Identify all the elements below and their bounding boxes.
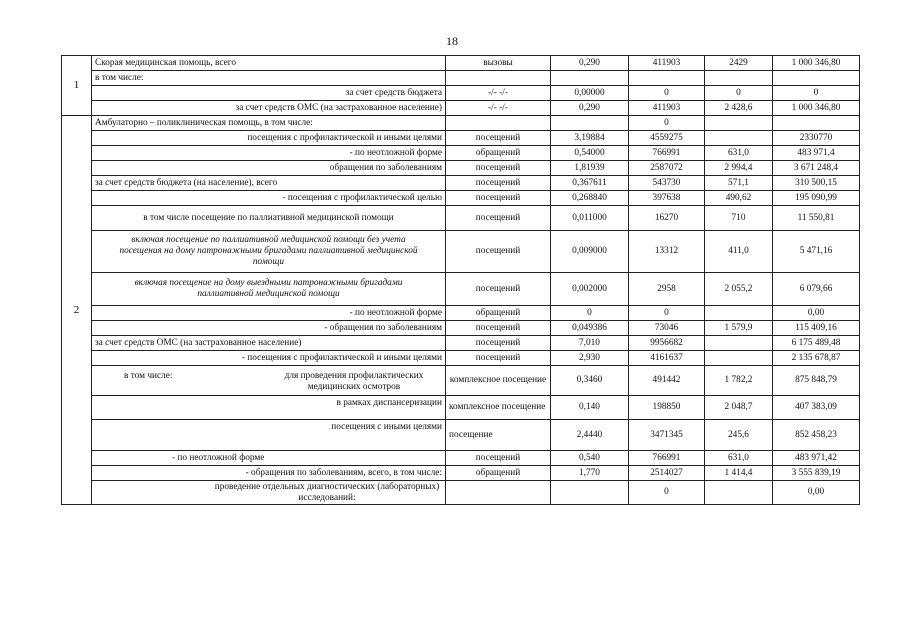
row-volume: 0 — [629, 306, 705, 321]
row-name: за счет средств ОМС (на застрахованное население) — [92, 101, 446, 116]
table-row — [62, 116, 860, 131]
row-volume: 73046 — [629, 321, 705, 336]
row-norm: 0,00000 — [551, 86, 629, 101]
row-name: за счет средств бюджета — [92, 86, 446, 101]
row-norm: 0,011000 — [551, 206, 629, 231]
row-cost: 411,0 — [705, 231, 773, 273]
row-cost: 2 048,7 — [705, 396, 773, 420]
section-number: 1 — [62, 56, 92, 116]
row-volume: 411903 — [629, 101, 705, 116]
table-row — [62, 273, 860, 306]
table-row — [62, 351, 860, 366]
row-volume: 0 — [629, 481, 705, 505]
row-volume: 543730 — [629, 176, 705, 191]
row-norm: 0,540 — [551, 451, 629, 466]
row-unit: -/- -/- — [446, 86, 551, 101]
row-unit: посещений — [446, 176, 551, 191]
row-volume: 2587072 — [629, 161, 705, 176]
table-row — [62, 306, 860, 321]
row-volume: 397638 — [629, 191, 705, 206]
row-norm — [551, 71, 629, 86]
row-cost: 1 414,4 — [705, 466, 773, 481]
row-unit: посещений — [446, 131, 551, 146]
row-total: 1 000 346,80 — [773, 101, 860, 116]
row-name: за счет средств ОМС (на застрахованное население) — [92, 336, 446, 351]
row-name: в том числе: — [92, 71, 446, 86]
row-total: 3 555 839,19 — [773, 466, 860, 481]
row-name: - по неотложной форме — [92, 306, 446, 321]
row-norm: 0,049386 — [551, 321, 629, 336]
row-volume: 4559275 — [629, 131, 705, 146]
table-row — [62, 206, 860, 231]
row-norm: 2,930 — [551, 351, 629, 366]
row-name: - по неотложной форме — [92, 451, 446, 466]
table-row — [62, 146, 860, 161]
row-cost: 631,0 — [705, 451, 773, 466]
row-name: Скорая медицинская помощь, всего — [92, 56, 446, 71]
row-norm: 0,009000 — [551, 231, 629, 273]
row-unit: комплексное посещение — [446, 366, 551, 396]
table-row — [62, 131, 860, 146]
row-cost: 0 — [705, 86, 773, 101]
row-name: проведение отдельных диагностических (лабораторных) исследований: — [92, 481, 446, 505]
row-cost — [705, 336, 773, 351]
row-unit: обращений — [446, 466, 551, 481]
row-cost: 1 782,2 — [705, 366, 773, 396]
table-row — [62, 396, 860, 420]
row-norm: 0,3460 — [551, 366, 629, 396]
row-unit — [446, 71, 551, 86]
row-total: 1 000 346,80 — [773, 56, 860, 71]
row-total: 0 — [773, 86, 860, 101]
row-unit — [446, 481, 551, 505]
table-row — [62, 321, 860, 336]
row-total: 5 471,16 — [773, 231, 860, 273]
row-cost: 710 — [705, 206, 773, 231]
row-volume: 13312 — [629, 231, 705, 273]
row-unit: посещений — [446, 451, 551, 466]
row-cost: 2429 — [705, 56, 773, 71]
row-norm: 0,268840 — [551, 191, 629, 206]
row-name: - посещения с профилактической и иными целями — [92, 351, 446, 366]
row-name: - обращения по заболеваниям, всего, в том числе: — [92, 466, 446, 481]
row-name: посещения с иными целями — [92, 420, 446, 451]
row-total: 852 458,23 — [773, 420, 860, 451]
row-norm: 0,367611 — [551, 176, 629, 191]
row-cost: 490,62 — [705, 191, 773, 206]
row-norm: 0,290 — [551, 101, 629, 116]
row-volume: 491442 — [629, 366, 705, 396]
row-volume: 411903 — [629, 56, 705, 71]
table-row — [62, 336, 860, 351]
row-norm: 0,290 — [551, 56, 629, 71]
row-cost — [705, 351, 773, 366]
row-unit: посещений — [446, 321, 551, 336]
table-row — [62, 86, 860, 101]
row-unit: вызовы — [446, 56, 551, 71]
row-name: в рамках диспансеризации — [92, 396, 446, 420]
table-row — [62, 451, 860, 466]
row-total: 11 550,81 — [773, 206, 860, 231]
row-total — [773, 71, 860, 86]
row-cost — [705, 481, 773, 505]
row-norm: 0,140 — [551, 396, 629, 420]
row-norm: 1,81939 — [551, 161, 629, 176]
row-volume: 3471345 — [629, 420, 705, 451]
row-name: для проведения профилактических медицинских осмотров — [284, 370, 424, 392]
norms-table — [61, 55, 860, 505]
row-total: 195 090,99 — [773, 191, 860, 206]
row-norm: 3,19884 — [551, 131, 629, 146]
page-number: 18 — [446, 34, 458, 48]
table-row — [62, 466, 860, 481]
row-total: 115 409,16 — [773, 321, 860, 336]
row-cost — [705, 306, 773, 321]
row-cost: 571,1 — [705, 176, 773, 191]
row-volume: 2958 — [629, 273, 705, 306]
row-total: 483 971,4 — [773, 146, 860, 161]
row-unit — [446, 116, 551, 131]
row-total: 3 671 248,4 — [773, 161, 860, 176]
row-volume — [629, 71, 705, 86]
row-volume: 4161637 — [629, 351, 705, 366]
row-total: 2330770 — [773, 131, 860, 146]
row-unit: комплексное посещение — [446, 396, 551, 420]
row-name: в том числе посещение по паллиативной медицинской помощи — [92, 206, 446, 231]
table-row — [62, 176, 860, 191]
row-norm: 7,010 — [551, 336, 629, 351]
row-unit: посещений — [446, 351, 551, 366]
row-volume: 16270 — [629, 206, 705, 231]
row-name: за счет средств бюджета (на население), всего — [92, 176, 446, 191]
table-row — [62, 231, 860, 273]
row-norm: 0 — [551, 306, 629, 321]
row-cost — [705, 116, 773, 131]
row-unit: обращений — [446, 306, 551, 321]
row-unit: посещений — [446, 191, 551, 206]
row-volume: 2514027 — [629, 466, 705, 481]
row-unit: посещение — [446, 420, 551, 451]
table-row — [62, 366, 860, 396]
row-name: включая посещение на дому выездными патронажными бригадами паллиативной медицинской помощи — [92, 273, 446, 306]
table-row — [62, 56, 860, 71]
row-cost — [705, 71, 773, 86]
row-total: 0,00 — [773, 481, 860, 505]
row-total: 2 135 678,87 — [773, 351, 860, 366]
row-volume: 766991 — [629, 451, 705, 466]
row-name: включая посещение по паллиативной медицинской помощи без учета посещения на дому патронажными бригадами паллиативной медицинской помощи — [92, 231, 446, 273]
row-unit: посещений — [446, 273, 551, 306]
row-total: 0,00 — [773, 306, 860, 321]
row-total: 407 383,09 — [773, 396, 860, 420]
row-cost: 2 428,6 — [705, 101, 773, 116]
row-norm: 0,54000 — [551, 146, 629, 161]
row-total: 875 848,79 — [773, 366, 860, 396]
row-name: - посещения с профилактической целью — [92, 191, 446, 206]
section-number: 2 — [62, 116, 92, 505]
row-volume: 0 — [629, 116, 705, 131]
row-unit: посещений — [446, 206, 551, 231]
table-row — [62, 420, 860, 451]
row-volume: 0 — [629, 86, 705, 101]
row-norm — [551, 116, 629, 131]
row-total: 310 500,15 — [773, 176, 860, 191]
row-total — [773, 116, 860, 131]
row-cost: 2 055,2 — [705, 273, 773, 306]
row-volume: 9956682 — [629, 336, 705, 351]
row-volume: 766991 — [629, 146, 705, 161]
row-name: - по неотложной форме — [92, 146, 446, 161]
row-name: - обращения по заболеваниям — [92, 321, 446, 336]
row-unit: посещений — [446, 336, 551, 351]
row-unit: обращений — [446, 146, 551, 161]
row-cost: 631,0 — [705, 146, 773, 161]
table-row — [62, 191, 860, 206]
row-total: 483 971,42 — [773, 451, 860, 466]
row-name-split — [92, 366, 446, 396]
row-norm: 2,4440 — [551, 420, 629, 451]
row-norm — [551, 481, 629, 505]
table-row — [62, 71, 860, 86]
row-name-prefix: в том числе: — [124, 370, 173, 381]
row-name: Амбулаторно – поликлиническая помощь, в том числе: — [92, 116, 446, 131]
row-name: посещения с профилактической и иными целями — [92, 131, 446, 146]
row-cost: 245,6 — [705, 420, 773, 451]
row-unit: посещений — [446, 231, 551, 273]
table-row — [62, 101, 860, 116]
row-volume: 198850 — [629, 396, 705, 420]
row-unit: -/- -/- — [446, 101, 551, 116]
row-total: 6 079,66 — [773, 273, 860, 306]
table-row — [62, 161, 860, 176]
row-total: 6 175 489,48 — [773, 336, 860, 351]
row-norm: 1,770 — [551, 466, 629, 481]
table-row — [62, 481, 860, 505]
row-unit: посещений — [446, 161, 551, 176]
row-name: обращения по заболеваниям — [92, 161, 446, 176]
row-cost: 1 579,9 — [705, 321, 773, 336]
row-cost: 2 994,4 — [705, 161, 773, 176]
row-norm: 0,002000 — [551, 273, 629, 306]
row-cost — [705, 131, 773, 146]
